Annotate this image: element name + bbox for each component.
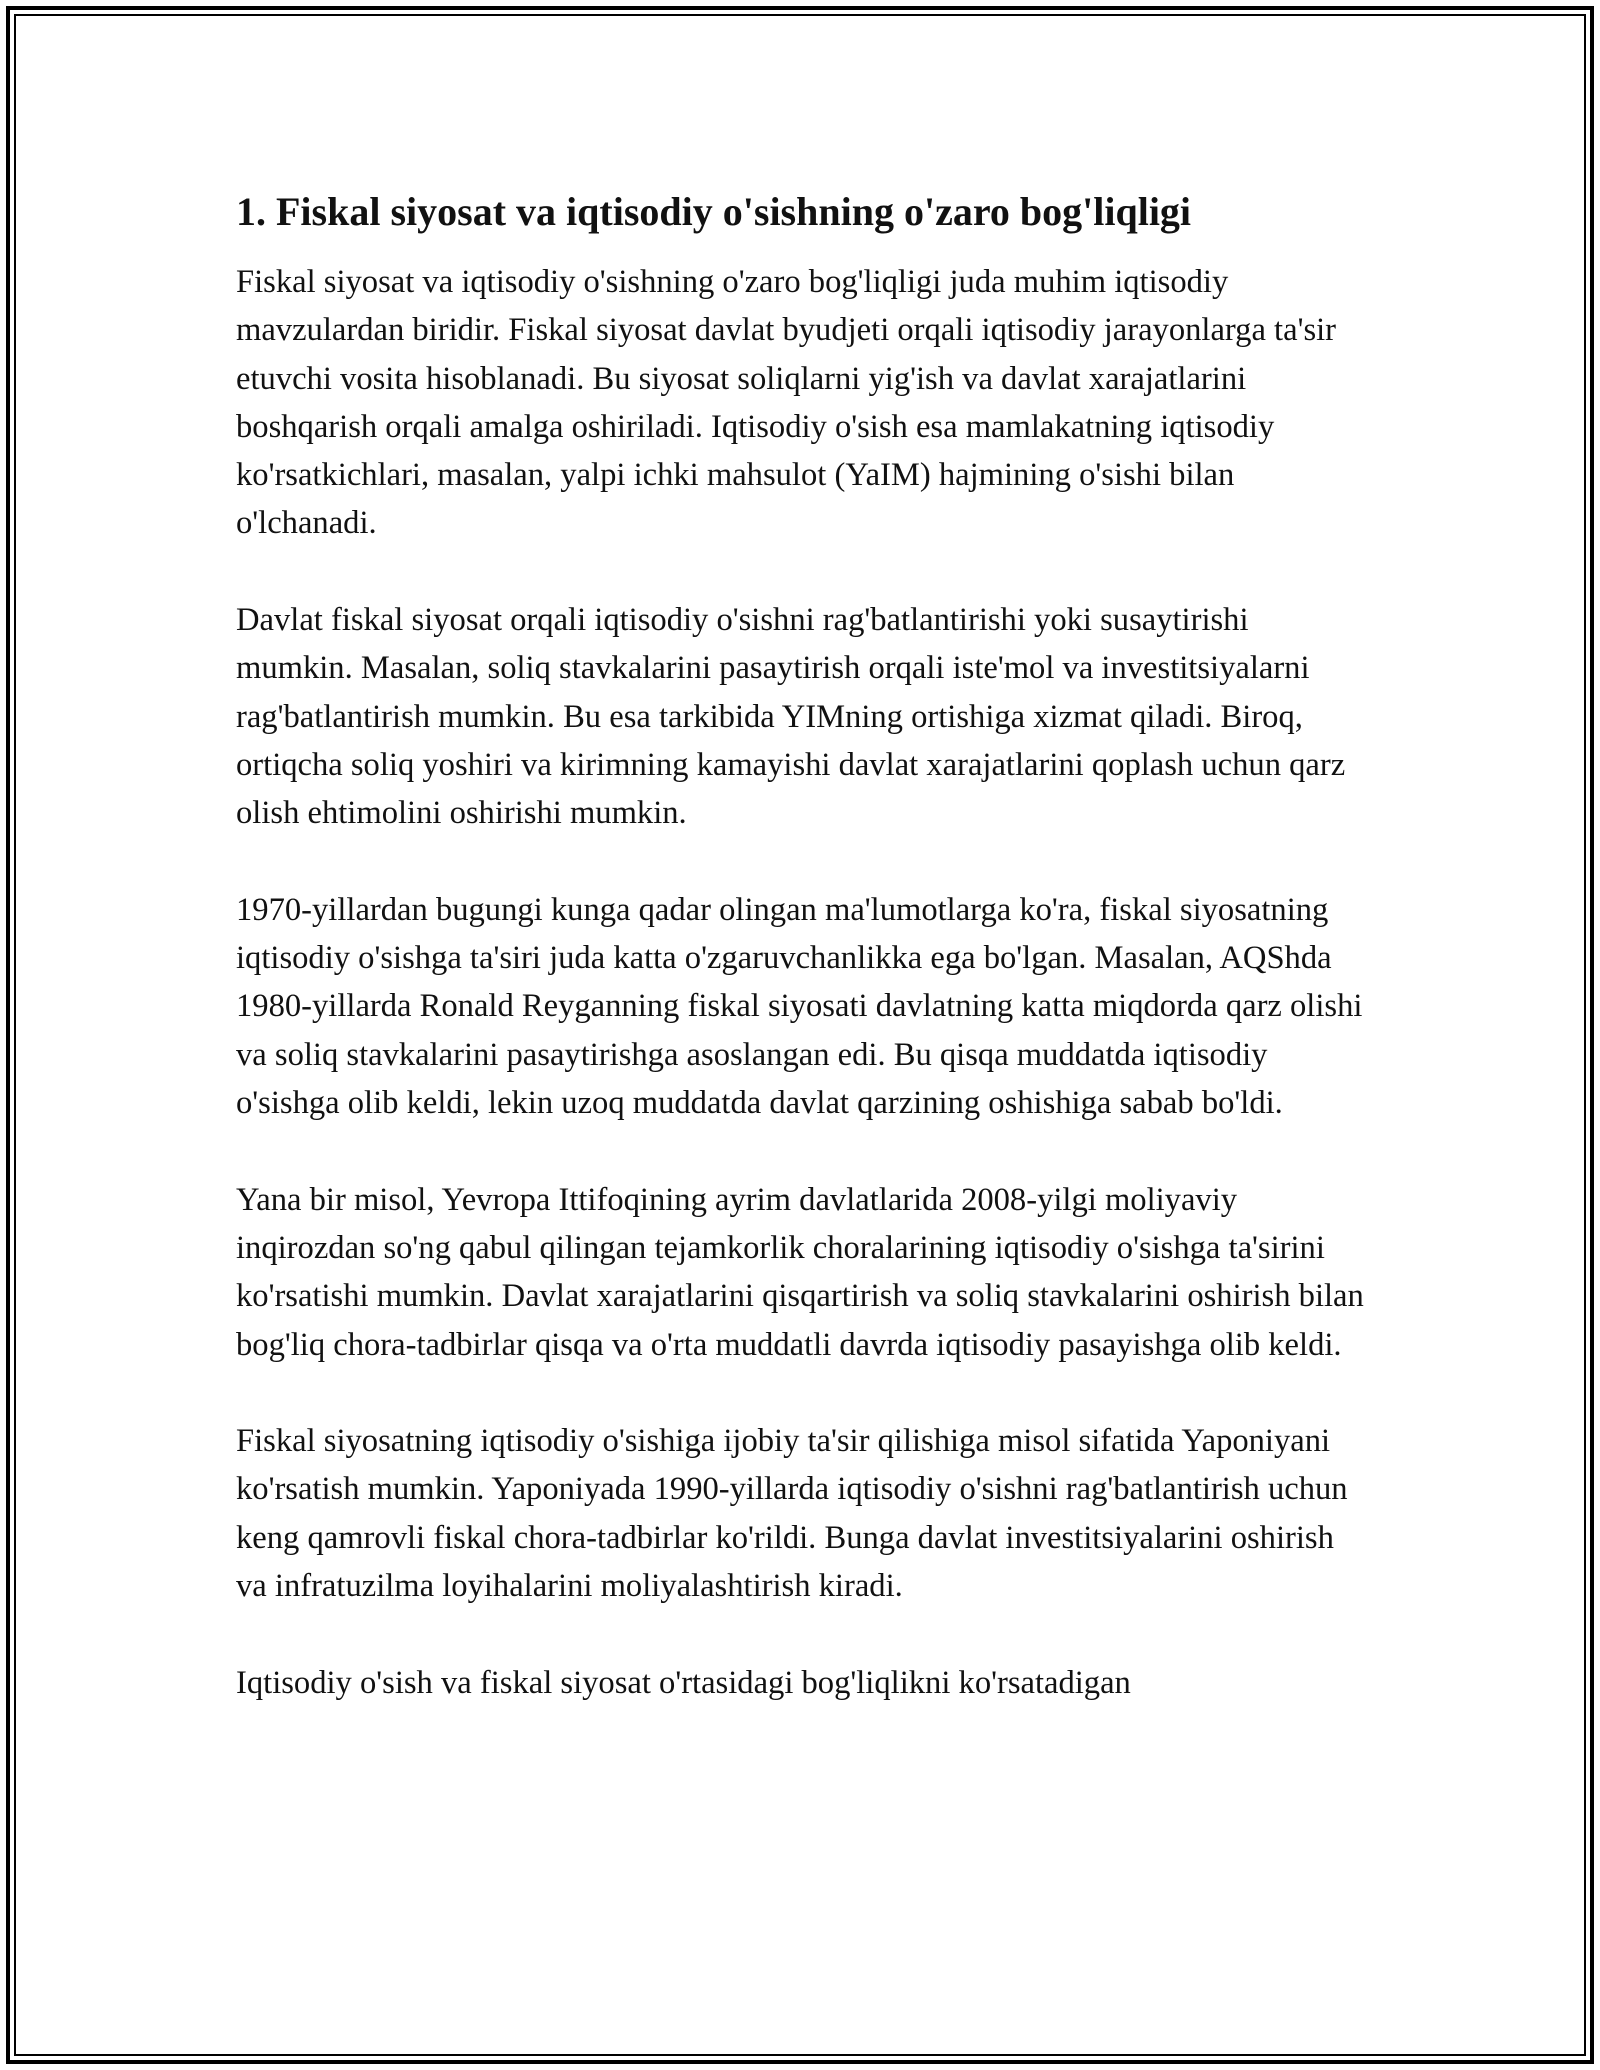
paragraph-2: Davlat fiskal siyosat orqali iqtisodiy o'sishni rag'batlantirishi yoki susaytirishi mumkin. Masalan, soliq stavkalarini pasaytirish orqali iste'mol va investitsiyalarni rag'batlantirish mumkin. Bu esa tarkibida YIMning ortishiga xizmat qiladi. Biroq, ortiqcha soliq yoshiri va kirimning kamayishi davlat xarajatlarini qoplash uchun qarz olish ehtimolini oshirishi mumkin.: [236, 602, 1346, 832]
paragraph-3: 1970-yillardan bugungi kunga qadar olingan ma'lumotlarga ko'ra, fiskal siyosatning iqtisodiy o'sishga ta'siri juda katta o'zgaruvchanlikka ega bo'lgan. Masalan, AQShda 1980-yillarda Ronald Reyganning fiskal siyosati davlatning katta miqdorda qarz olishi va soliq stavkalarini pasaytirishga asoslangan edi. Bu qisqa muddatda iqtisodiy o'sishga olib keldi, lekin uzoq muddatda davlat qarzining oshishiga sabab bo'ldi.: [236, 891, 1363, 1122]
paragraph-1: Fiskal siyosat va iqtisodiy o'sishning o'zaro bog'liqligi juda muhim iqtisodiy mavzulardan biridir. Fiskal siyosat davlat byudjeti orqali iqtisodiy jarayonlarga ta'sir etuvchi vosita hisoblanadi. Bu siyosat soliqlarni yig'ish va davlat xarajatlarini boshqarish orqali amalga oshiriladi. Iqtisodiy o'sish esa mamlakatning iqtisodiy ko'rsatkichlari, masalan, yalpi ichki mahsulot (YaIM) hajmining o'sishi bilan o'lchanadi.: [236, 264, 1337, 542]
paragraph-6: Iqtisodiy o'sish va fiskal siyosat o'rtasidagi bog'liqlikni ko'rsatadigan: [236, 1664, 1131, 1701]
paragraph-5: Fiskal siyosatning iqtisodiy o'sishiga ijobiy ta'sir qilishiga misol sifatida Yaponiyani ko'rsatish mumkin. Yaponiyada 1990-yillarda iqtisodiy o'sishni rag'batlantirish uchun keng qamrovli fiskal chora-tadbirlar ko'rildi. Bunga davlat investitsiyalarini oshirish va infratuzilma loyihalarini moliyalashtirish kiradi.: [236, 1423, 1348, 1605]
section-heading: 1. Fiskal siyosat va iqtisodiy o'sishning o'zaro bog'liqligi: [236, 189, 1192, 234]
paragraph-4: Yana bir misol, Yevropa Ittifoqining ayrim davlatlarida 2008-yilgi moliyaviy inqirozdan so'ng qabul qilingan tejamkorlik choralarining iqtisodiy o'sishga ta'sirini ko'rsatishi mumkin. Davlat xarajatlarini qisqartirish va soliq stavkalarini oshirish bilan bog'liq chora-tadbirlar qisqa va o'rta muddatli davrda iqtisodiy pasayishga olib keldi.: [236, 1181, 1364, 1363]
document-body: [236, 188, 1366, 1707]
